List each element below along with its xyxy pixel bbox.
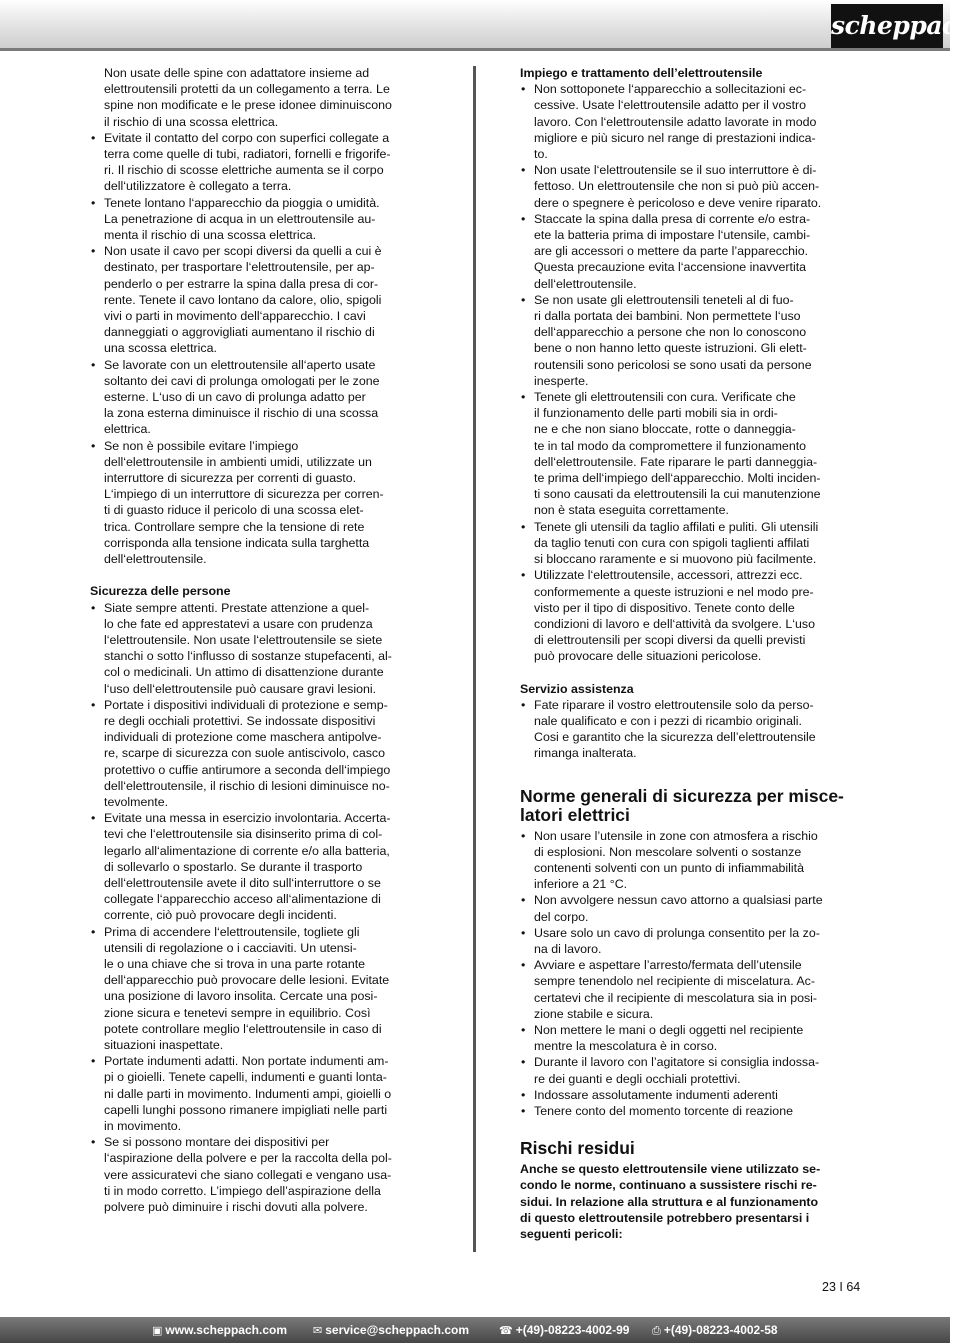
text-line: menta il rischio di una scossa elettrica.	[104, 228, 317, 243]
text-line: inesperte.	[534, 373, 589, 388]
text-line: Norme generali di sicurezza per misce-	[520, 785, 844, 806]
text-line: • Se non usate gli elettroutensili teneteli al di fuo-	[534, 292, 794, 307]
footer-fax: ⎙ +(49)-08223-4002-58	[652, 1323, 778, 1337]
list-item	[520, 1087, 862, 1103]
text-line: inferiore a 21 °C.	[534, 877, 628, 892]
text-line: polvere può diminuire i rischi dovuti alla polvere.	[104, 1200, 368, 1215]
text-line: dere o spegnere è pericoloso e deve venire riparato.	[534, 195, 822, 210]
text-line: dell‘apparecchio a persone che non lo conoscono	[534, 325, 807, 340]
computer-icon: ▣	[152, 1324, 163, 1337]
text-line: legarlo all‘alimentazione di corrente e/o alla batteria,	[104, 843, 390, 858]
text-line: • Non avvolgere nessun cavo attorno a qualsiasi parte	[534, 893, 823, 908]
text-line: Anche se questo elettroutensile viene utilizzato se-	[520, 1162, 821, 1177]
text-line: • Tenete gli elettroutensili con cura. Verificate che	[534, 390, 796, 405]
text-line: seguenti pericoli:	[520, 1227, 623, 1241]
text-line: ti sono causati da elettroutensili la cui manutenzione	[534, 487, 821, 502]
phone-icon: ☎	[499, 1324, 513, 1337]
text-line: routensili sono pericolosi se sono usati da persone	[534, 357, 812, 372]
residual-heading: Rischi residui	[520, 1138, 635, 1159]
text-line: cessive. Usate l‘elettroutensile adatto per il vostro	[534, 98, 807, 113]
list-item	[520, 892, 862, 924]
text-line: conformemente a queste istruzioni e nel modo pre-	[534, 584, 814, 599]
electric-safety-list	[90, 130, 430, 567]
text-line: fettoso. Un elettroutensile che non si può più accen-	[534, 179, 820, 194]
list-item	[90, 924, 430, 1054]
list-item	[90, 600, 430, 697]
text-line: ne e che non siano bloccate, rotte o danneggia-	[534, 422, 796, 437]
text-line: • Se si possono montare dei dispositivi per	[104, 1135, 330, 1150]
list-item	[520, 567, 862, 664]
list-item	[90, 1053, 430, 1134]
text-line: re dei guanti e degli occhiali protettivi.	[534, 1071, 741, 1086]
footer-phone: ☎ +(49)-08223-4002-99	[499, 1323, 630, 1337]
list-item	[520, 389, 862, 519]
text-line: • Evitate una messa in esercizio involontaria. Accerta-	[104, 811, 391, 826]
intro-continuation	[90, 65, 430, 130]
text-line: to.	[534, 147, 548, 162]
list-item	[90, 1134, 430, 1215]
text-line: di elettroutensili per scopi diversi da quelli previsti	[534, 633, 806, 648]
text-line: stanchi o sotto l‘influsso di sostanze stupefacenti, al-	[104, 649, 392, 664]
text-line: individuali di protezione come maschera antipolve-	[104, 730, 382, 745]
text-line: • Non mettere le mani o degli oggetti nel recipiente	[534, 1022, 804, 1037]
text-line: condizioni di lavoro e dell‘attività da svolgere. L‘uso	[534, 616, 816, 631]
text-line: pi o gioielli. Tenete capelli, indumenti e guanti lonta-	[104, 1070, 387, 1085]
text-line: penderlo o per estrarre la spina dalla presa di cor-	[104, 276, 379, 291]
brand-logo: scheppach	[831, 4, 943, 48]
text-line: di esplosioni. Non mescolare solventi o sostanze	[534, 844, 802, 859]
text-line: trica. Controllare sempre che la tensione di rete	[104, 519, 365, 534]
text-line: spine non modificate e le prese idonee diminuiscono	[104, 98, 392, 113]
text-line: del corpo.	[534, 909, 589, 924]
list-item	[520, 81, 862, 162]
text-line: • Non usare l’utensile in zone con atmosfera a rischio	[534, 828, 818, 843]
text-line: contenenti solventi con un punto di infiammabilità	[534, 860, 805, 875]
list-item	[520, 292, 862, 389]
text-line: dell‘apparecchio può provocare delle lesioni. Evitate	[104, 973, 390, 988]
text-line: dell‘elettroutensile.	[534, 276, 637, 291]
text-line: re, scarpe di sicurezza con suole antiscivolo, casco	[104, 746, 385, 761]
text-line: ete la batteria prima di impostare l‘utensile, cambi-	[534, 228, 811, 243]
text-line: dell‘utilizzatore è collegato a terra.	[104, 179, 292, 194]
text-line: re degli occhiali protettivi. Se indossate dispositivi	[104, 713, 376, 728]
text-line: ti in modo corretto. L’impiego dell’aspirazione della	[104, 1183, 381, 1198]
text-line: ri. Il rischio di scosse elettriche aumenta se il corpo	[104, 163, 384, 178]
text-line: non è stata eseguita correttamente.	[534, 503, 729, 518]
list-item	[520, 211, 862, 292]
mixer-list	[520, 828, 862, 1120]
text-line: La penetrazione di acqua in un elettroutensile au-	[104, 211, 376, 226]
text-line: Cosi e garantito che la sicurezza dell’elettroutensile	[534, 730, 816, 745]
text-line: soltanto dei cavi di prolunga omologati per le zone	[104, 373, 380, 388]
text-line: • Non sottoponete l‘apparecchio a sollecitazioni ec-	[534, 82, 807, 97]
text-line: elettroutensili protetti da un collegamento a terra. Le	[104, 82, 390, 97]
text-line: la zona esterna diminuisce il rischio di una scossa	[104, 406, 379, 421]
text-line: • Indossare assolutamente indumenti aderenti	[534, 1087, 778, 1102]
text-line: l‘uso dell‘elettroutensile può causare gravi lesioni.	[104, 681, 377, 696]
text-line: collegate l‘apparecchio acceso all‘alimentazione di	[104, 892, 381, 907]
text-line: ri dalla portata dei bambini. Non permettete l‘uso	[534, 309, 801, 324]
text-line: te prima dell‘impiego dell‘apparecchio. Molti inciden-	[534, 471, 821, 486]
text-line: • Tenete lontano l‘apparecchio da pioggia o umidità.	[104, 195, 380, 210]
service-list	[520, 697, 862, 762]
list-item	[90, 357, 430, 438]
text-line: destinato, per trasportare l‘elettroutensile, per ap-	[104, 260, 375, 275]
text-line: • Portate indumenti adatti. Non portate indumenti am-	[104, 1054, 389, 1069]
list-item	[520, 1103, 862, 1119]
right-column	[520, 65, 862, 1242]
list-item	[520, 828, 862, 893]
text-line: dell‘elettroutensile in ambienti umidi, utilizzate un	[104, 454, 372, 469]
use-list	[520, 81, 862, 664]
text-line: migliore e più sicuro nel range di prestazioni indica-	[534, 130, 816, 145]
fax-icon: ⎙	[652, 1324, 661, 1337]
text-line: L‘impiego di un interruttore di sicurezza per corren-	[104, 487, 384, 502]
text-line: lavoro. Con l‘elettroutensile adatto lavorate in modo	[534, 114, 817, 129]
list-item	[90, 438, 430, 568]
list-item	[520, 162, 862, 211]
text-line: l‘elettroutensile. Non usate l‘elettroutensile se siete	[104, 632, 383, 647]
text-line: vivi o parti in movimento dell‘apparecchio. I cavi	[104, 309, 366, 324]
residual-text	[520, 1161, 862, 1242]
text-line: di sollevarlo o spostarlo. Se durante il trasporto	[104, 859, 363, 874]
list-item	[520, 519, 862, 568]
text-line: • Staccate la spina dalla presa di corrente e/o estra-	[534, 211, 811, 226]
text-line: ti di guasto riduce il pericolo di una scossa elet-	[104, 503, 364, 518]
text-line: • Non usate l‘elettroutensile se il suo interruttore è di-	[534, 163, 817, 178]
text-line: terra come quelle di tubi, radiatori, fornelli e frigorife-	[104, 147, 391, 162]
text-line: il funzionamento delle parti mobili sia in ordi-	[534, 406, 778, 421]
text-line: dell‘elettroutensile.	[104, 552, 207, 567]
list-item	[520, 1054, 862, 1086]
text-line: • Prima di accendere l‘elettroutensile, togliete gli	[104, 924, 360, 939]
list-item	[90, 243, 430, 356]
text-line: zione sicura e tenetevi sempre in equilibrio. Così	[104, 1005, 371, 1020]
list-item	[90, 130, 430, 195]
text-line: sempre tenendolo nel recipiente di miscelatura. Ac-	[534, 974, 816, 989]
list-item	[520, 957, 862, 1022]
text-line: interruttore di sicurezza per correnti di guasto.	[104, 471, 357, 486]
text-line: potete controllare meglio l‘elettroutensile in caso di	[104, 1021, 382, 1036]
text-line: sidui. In relazione alla struttura e al funzionamento	[520, 1194, 819, 1209]
text-line: na di lavoro.	[534, 941, 602, 956]
page-number: 23 I 64	[822, 1280, 861, 1294]
left-column	[90, 65, 430, 1215]
text-line: visto per il tipo di dispositivo. Tenete conto delle	[534, 600, 795, 615]
text-line: tevi che l‘elettroutensile sia disinserito prima di col-	[104, 827, 383, 842]
text-line: rimanga inalterata.	[534, 746, 637, 761]
mail-icon: ✉	[313, 1324, 323, 1337]
text-line: in movimento.	[104, 1119, 182, 1133]
text-line: di questo elettroutensile potrebbero presentarsi i	[520, 1210, 810, 1225]
text-line: dell‘elettroutensile. Fate riparare le parti danneggia-	[534, 454, 818, 469]
text-line: una scossa elettrica.	[104, 341, 217, 356]
text-line: • Portate i dispositivi individuali di protezione e semp-	[104, 697, 388, 712]
text-line: • Evitate il contatto del corpo con superfici collegate a	[104, 130, 390, 145]
footer-web[interactable]: ▣ www.scheppach.com	[152, 1323, 287, 1337]
text-line: esterne. L‘uso di un cavo di prolunga adatto per	[104, 390, 366, 405]
text-line: utensili di regolazione o i cacciaviti. Un utensi-	[104, 940, 357, 955]
header-rule	[0, 48, 950, 51]
text-line: • Utilizzate l‘elettroutensile, accessori, attrezzi ecc.	[534, 568, 803, 583]
text-line: Non usate delle spine con adattatore insieme ad	[104, 66, 370, 80]
text-line: • Durante il lavoro con l’agitatore si consiglia indossa-	[534, 1055, 820, 1070]
text-line: l‘aspirazione della polvere e per la raccolta della pol-	[104, 1151, 392, 1166]
text-line: col o medicinali. Un attimo di disattenzione durante	[104, 665, 384, 680]
list-item	[520, 1022, 862, 1054]
text-line: si bloccano raramente e si muovono più facilmente.	[534, 552, 817, 567]
footer-bar	[0, 1317, 950, 1343]
list-item	[90, 195, 430, 244]
text-line: • Se lavorate con un elettroutensile all‘aperto usate	[104, 357, 376, 372]
persons-safety-list	[90, 600, 430, 1216]
text-line: • Usare solo un cavo di prolunga consentito per la zo-	[534, 925, 820, 940]
text-line: corrente, ciò può provocare degli incidenti.	[104, 908, 337, 923]
text-line: bene o non hanno letto queste istruzioni. Gli elett-	[534, 341, 807, 356]
list-item	[90, 697, 430, 810]
text-line: capelli lunghi possono rimanere impigliati nelle parti	[104, 1102, 388, 1117]
text-line: zione stabile e sicura.	[534, 1006, 654, 1021]
text-line: danneggiati o aggrovigliati aumentano il rischio di	[104, 325, 375, 340]
text-line: il rischio di una scossa elettrica.	[104, 114, 279, 129]
text-line: dell‘elettroutensile, il rischio di lesioni diminuisce no-	[104, 778, 390, 793]
text-line: corrisponda alla tensione indicata sulla targhetta	[104, 535, 370, 550]
text-line: situazioni inaspettate.	[104, 1037, 224, 1052]
text-line: rente. Tenete il cavo lontano da calore, olio, spigoli	[104, 292, 382, 307]
text-line: • Se non è possibile evitare l’impiego	[104, 438, 299, 453]
text-line: • Siate sempre attenti. Prestate attenzione a quel-	[104, 600, 370, 615]
text-line: nale qualificato e con i pezzi di ricambio originali.	[534, 713, 802, 728]
text-line: Questa precauzione evita l‘accensione inavvertita	[534, 260, 807, 275]
text-line: te in tal modo da compromettere il funzionamento	[534, 438, 807, 453]
text-line: condo le norme, continuano a sussistere rischi re-	[520, 1178, 817, 1193]
text-line: • Fate riparare il vostro elettroutensile solo da perso-	[534, 697, 814, 712]
text-line: vere assicuratevi che siano collegati e vengano usa-	[104, 1167, 392, 1182]
column-divider	[473, 66, 476, 1252]
text-line: • Tenere conto del momento torcente di reazione	[534, 1103, 793, 1118]
text-line: • Non usate il cavo per scopi diversi da quelli a cui è	[104, 244, 382, 259]
text-line: protettivo o cuffie antirumore a seconda dell‘impiego	[104, 762, 391, 777]
text-line: • Avviare e aspettare l’arresto/fermata dell’utensile	[534, 958, 802, 973]
list-item	[520, 925, 862, 957]
footer-email[interactable]: ✉ service@scheppach.com	[313, 1323, 469, 1337]
text-line: le o una chiave che si trova in una parte rotante	[104, 956, 366, 971]
use-heading: Impiego e trattamento dell’elettroutensile	[520, 66, 763, 80]
service-heading: Servizio assistenza	[520, 681, 634, 696]
text-line: • Tenete gli utensili da taglio affilati e puliti. Gli utensili	[534, 519, 819, 534]
list-item	[520, 697, 862, 762]
mixer-heading	[520, 787, 862, 825]
text-line: una posizione di lavoro insolita. Cercate una posi-	[104, 989, 378, 1004]
text-line: latori elettrici	[520, 804, 630, 825]
text-line: lo che fate ed apprestatevi a usare con prudenza	[104, 616, 373, 631]
persons-heading: Sicurezza delle persone	[90, 584, 231, 599]
text-line: are gli accessori o mettere da parte l’apparecchio.	[534, 244, 809, 259]
text-line: dell‘elettroutensile avete il dito sull‘interruttore o se	[104, 875, 381, 890]
text-line: può provocare delle situazioni pericolose.	[534, 649, 762, 664]
text-line: elettrica.	[104, 422, 151, 437]
header-bar	[0, 0, 950, 48]
text-line: tevolmente.	[104, 794, 169, 809]
text-line: mentre la mescolatura è in corso.	[534, 1039, 718, 1054]
text-line: da taglio tenuti con cura con spigoli taglienti affilati	[534, 535, 810, 550]
text-line: certatevi che il recipiente di mescolatura sia in posi-	[534, 990, 818, 1005]
list-item	[90, 810, 430, 923]
text-line: ni dalle parti in movimento. Indumenti ampi, gioielli o	[104, 1086, 392, 1101]
